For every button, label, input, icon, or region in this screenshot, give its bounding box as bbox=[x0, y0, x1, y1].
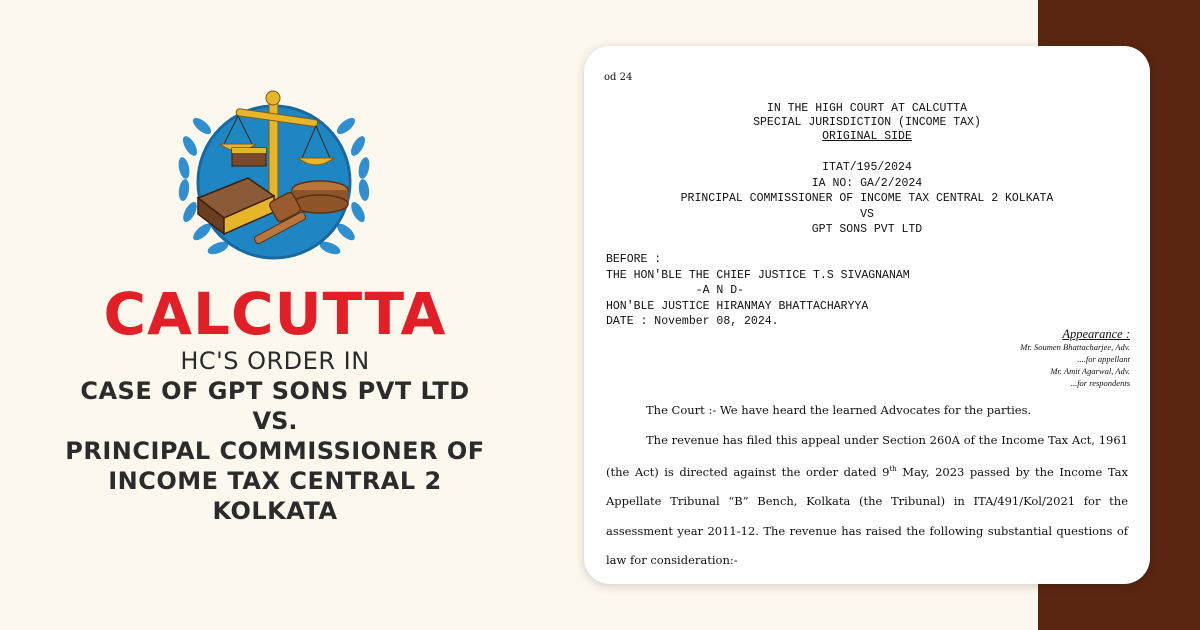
court-line2: SPECIAL JURISDICTION (INCOME TAX) bbox=[753, 116, 981, 129]
bench-block bbox=[606, 252, 910, 330]
case-header bbox=[584, 160, 1150, 238]
headline-calcutta: CALCUTTA bbox=[103, 280, 447, 348]
role-respondent: ...for respondents bbox=[1070, 378, 1130, 388]
court-order-document bbox=[584, 46, 1150, 584]
and-separator: -A N D- bbox=[606, 284, 745, 297]
appearance-heading: Appearance : bbox=[1062, 327, 1130, 341]
before-label: BEFORE : bbox=[606, 253, 662, 266]
headline-line1: HC'S ORDER IN bbox=[180, 347, 370, 375]
headline-line5: INCOME TAX CENTRAL 2 bbox=[108, 467, 442, 495]
headline-line3: VS. bbox=[252, 407, 298, 435]
role-appellant: ....for appellant bbox=[1077, 354, 1130, 364]
headline-line4: PRINCIPAL COMMISSIONER OF bbox=[65, 437, 485, 465]
body-paragraph-1: The Court :- We have heard the learned Advocates for the parties. bbox=[646, 403, 1032, 417]
case-vs: VS bbox=[860, 207, 874, 221]
order-date: DATE : November 08, 2024. bbox=[606, 315, 779, 328]
headline-line6: KOLKATA bbox=[212, 497, 338, 525]
case-respondent: GPT SONS PVT LTD bbox=[811, 223, 923, 236]
para2-sup: th bbox=[889, 465, 897, 473]
judge-1: THE HON'BLE THE CHIEF JUSTICE T.S SIVAGNANAM bbox=[606, 268, 910, 282]
justice-scales-gavel-icon bbox=[176, 86, 372, 264]
court-line1: IN THE HIGH COURT AT CALCUTTA bbox=[766, 102, 968, 115]
para2-part-a: The revenue has filed this appeal under Section 260A of the Income Tax Act, 1961 (the Act) is directed against the order dated 9 bbox=[606, 432, 1128, 479]
court-header bbox=[584, 102, 1150, 144]
court-line3: ORIGINAL SIDE bbox=[822, 130, 912, 143]
document-ref: od 24 bbox=[604, 72, 633, 83]
counsel-respondent: Mr. Amit Agarwal, Adv. bbox=[1050, 366, 1130, 376]
body-paragraph-2 bbox=[606, 426, 1128, 576]
order-body bbox=[606, 396, 1128, 576]
case-ia: IA NO: GA/2/2024 bbox=[811, 176, 923, 190]
case-number: ITAT/195/2024 bbox=[822, 161, 912, 174]
appearance-block bbox=[1020, 327, 1130, 389]
case-appellant: PRINCIPAL COMMISSIONER OF INCOME TAX CENTRAL 2 KOLKATA bbox=[680, 192, 1054, 205]
headline-line2: CASE OF GPT SONS PVT LTD bbox=[80, 377, 470, 405]
headline bbox=[40, 282, 510, 526]
counsel-appellant: Mr. Soumen Bhattacharjee, Adv. bbox=[1020, 342, 1130, 352]
judge-2: HON'BLE JUSTICE HIRANMAY BHATTACHARYYA bbox=[606, 299, 869, 313]
para2-part-b: May, 2023 passed by the Income Tax Appellate Tribunal “B” Bench, Kolkata (the Tribunal) in ITA/491/Kol/2021 for the assessment year 2011-12. The revenue has raised the following substantial questions of law for consideration:- bbox=[606, 464, 1128, 568]
